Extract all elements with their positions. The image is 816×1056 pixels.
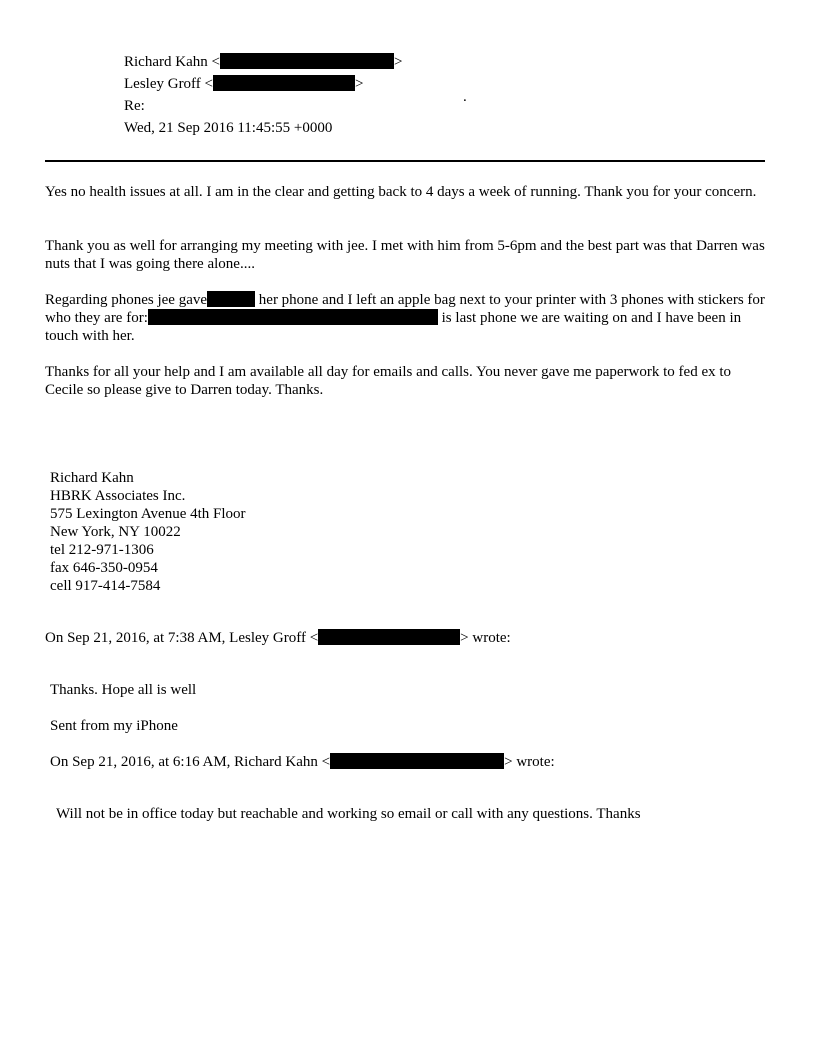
redacted-email [213,75,355,91]
to-value [124,75,363,93]
quoted-line-sent-from: Sent from my iPhone [50,718,178,734]
from-close: > [393,54,403,70]
attribution-text: On Sep 21, 2016, at 6:16 AM, Richard Kahn < [50,754,331,770]
signature-fax: fax 646-350-0954 [50,560,158,576]
signature-cell: cell 917-414-7584 [50,578,161,594]
redacted-email [220,53,394,69]
p3-part2: her phone and I left an apple bag next to your printer with 3 phones with stickers for who they are for: [45,292,765,326]
quote-attribution-2 [50,753,555,771]
to-name: Lesley Groff < [124,76,213,92]
to-close: > [355,76,364,92]
body-paragraph-4: Thanks for all your help and I am available all day for emails and calls. You never gave me paperwork to fed ex to Cecile so please give to Darren today. Thanks. [45,364,732,398]
from-name: Richard Kahn < [124,54,220,70]
date-value: Wed, 21 Sep 2016 11:45:55 +0000 [124,120,333,136]
body-paragraph-1: Yes no health issues at all. I am in the clear and getting back to 4 days a week of running. Thank you for your concern. [45,184,757,200]
p3-part3: is last phone we are waiting on and I have been in touch with her. [45,310,742,344]
subject-value: Re: [124,98,145,114]
p3-part1: Regarding phones jee gave [45,292,208,308]
quoted-line-office: Will not be in office today but reachable and working so email or call with any questions. Thanks [56,806,641,822]
signature-name: Richard Kahn [50,470,134,486]
body-paragraph-2: Thank you as well for arranging my meeting with jee. I met with him from 5-6pm and the best part was that Darren was nuts that I was going there alone.... [45,238,765,272]
attribution-text: On Sep 21, 2016, at 7:38 AM, Lesley Groff < [45,630,319,646]
quote-attribution-1 [45,629,511,647]
quoted-line-thanks: Thanks. Hope all is well [50,682,197,698]
redacted-email [330,753,504,769]
header-divider [45,160,765,162]
body-paragraph-3 [45,291,765,345]
attribution-end: > wrote: [504,754,555,770]
signature-tel: tel 212-971-1306 [50,542,154,558]
signature-address-line-2: New York, NY 10022 [50,524,181,540]
signature-company: HBRK Associates Inc. [50,488,186,504]
redacted-names [148,309,438,325]
stray-mark: . [463,89,467,105]
attribution-end: > wrote: [460,630,511,646]
signature-address-line-1: 575 Lexington Avenue 4th Floor [50,506,246,522]
redacted-email [318,629,460,645]
redacted-name [207,291,255,307]
from-value [124,53,402,71]
